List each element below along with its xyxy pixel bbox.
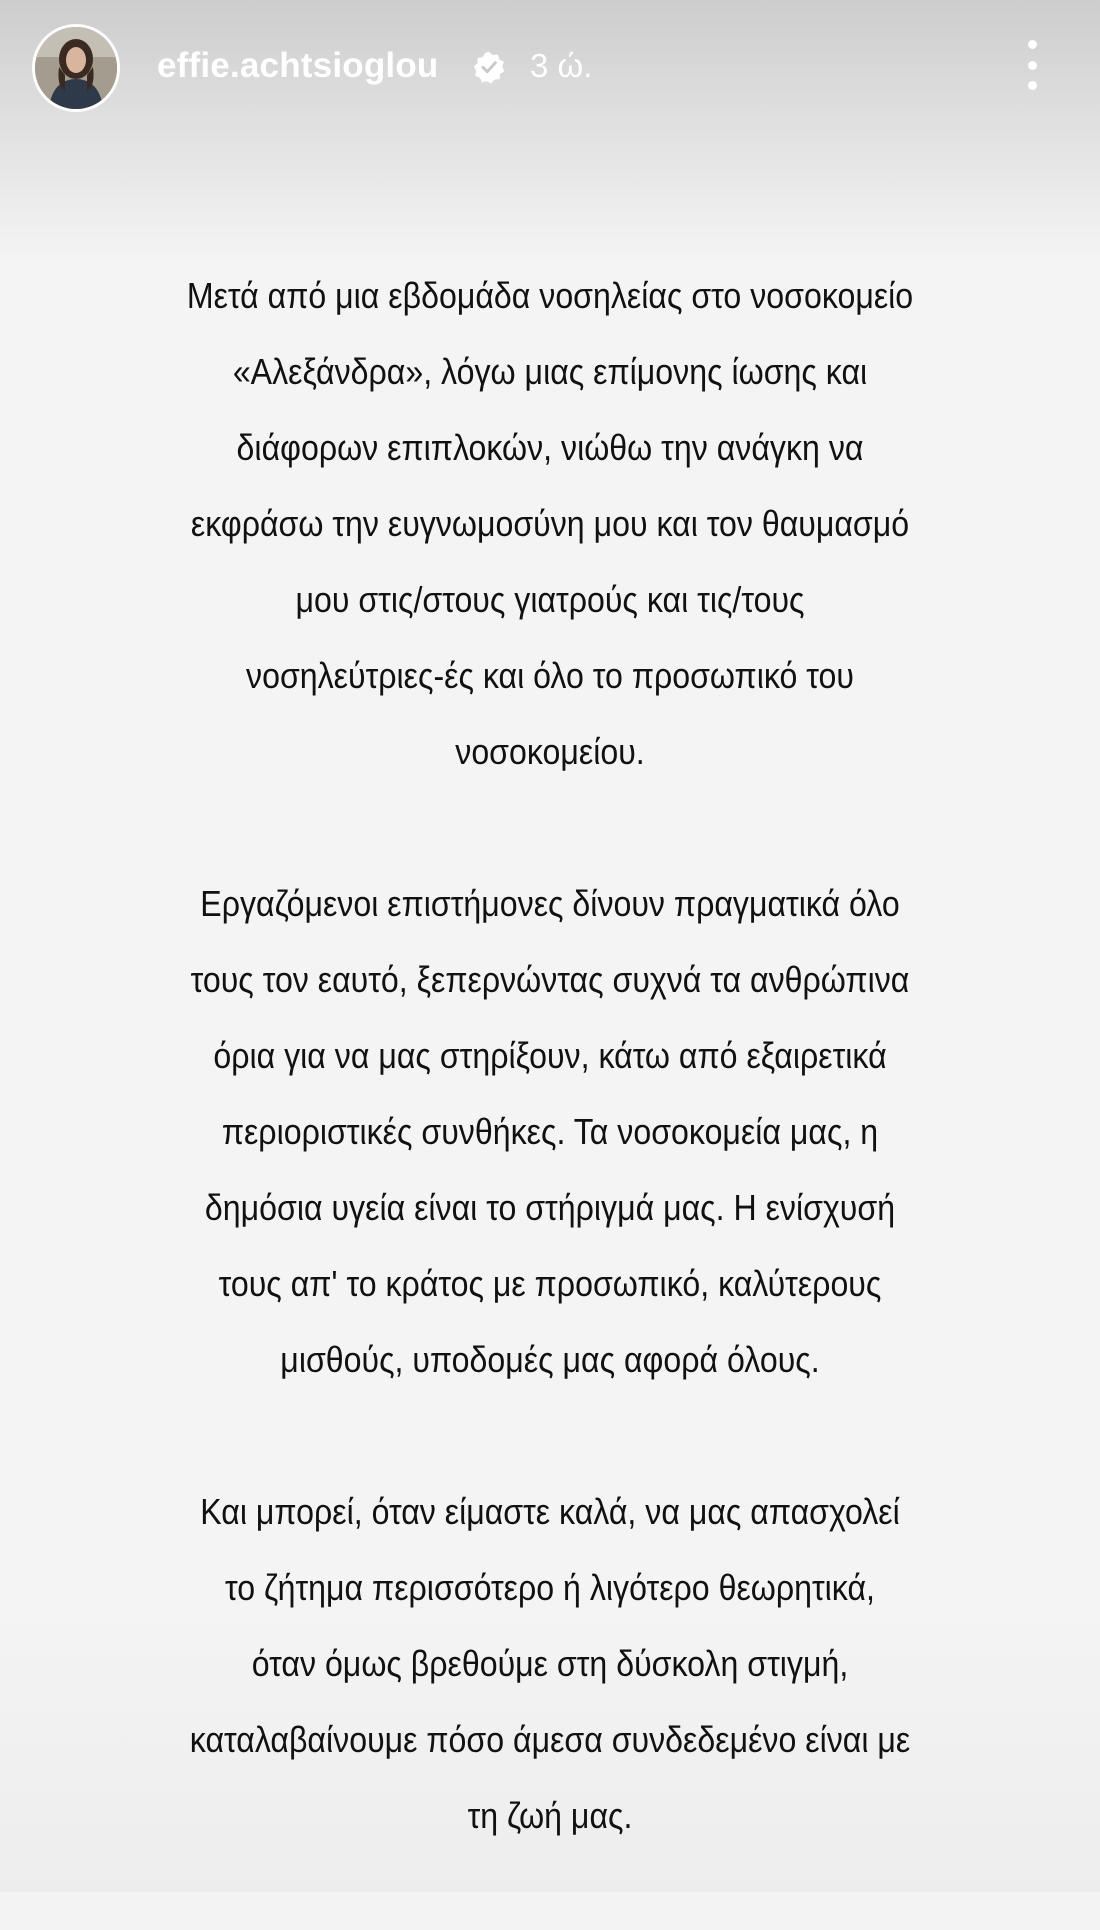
- story-text: [136, 258, 963, 1930]
- username[interactable]: effie.achtsioglou: [157, 46, 439, 85]
- profile-photo-icon: [35, 27, 117, 109]
- paragraph-3: Και μπορεί, όταν είμαστε καλά, να μας απασχολεί το ζήτημα περισσότερο ή λιγότερο θεωρητικά, όταν όμως βρεθούμε στη δύσκολη στιγμή, καταλαβαίνουμε πόσο άμεσα συνδεδεμένο είναι με τη ζωή μας.: [189, 1491, 911, 1836]
- post-time: 3 ώ.: [530, 47, 593, 84]
- avatar-image: [35, 27, 117, 109]
- avatar[interactable]: [32, 24, 120, 112]
- verified-badge-icon: [472, 50, 506, 84]
- more-options-button[interactable]: [1018, 40, 1046, 90]
- more-vertical-icon: [1028, 61, 1037, 70]
- story-header: [0, 0, 1100, 140]
- paragraph-2: Εργαζόμενοι επιστήμονες δίνουν πραγματικά όλο τους τον εαυτό, ξεπερνώντας συχνά τα ανθρώπινα όρια για να μας στηρίξουν, κάτω από εξαιρετικά περιοριστικές συνθήκες. Τα νοσοκομεία μας, η δημόσια υγεία είναι το στήριγμά μας. Η ενίσχυσή τους απ' το κράτος με προσωπικό, καλύτερους μισθούς, υποδομές μας αφορά όλους.: [190, 883, 910, 1380]
- more-vertical-icon: [1028, 81, 1037, 90]
- paragraph-1: Μετά από μια εβδομάδα νοσηλείας στο νοσοκομείο «Αλεξάνδρα», λόγω μιας επίμονης ίωσης και διάφορων επιπλοκών, νιώθω την ανάγκη να εκφράσω την ευγνωμοσύνη μου και τον θαυμασμό μου στις/στους γιατρούς και τις/τους νοσηλεύτριες-ές και όλο το προσωπικό του νοσοκομείου.: [186, 275, 914, 772]
- more-vertical-icon: [1028, 40, 1037, 49]
